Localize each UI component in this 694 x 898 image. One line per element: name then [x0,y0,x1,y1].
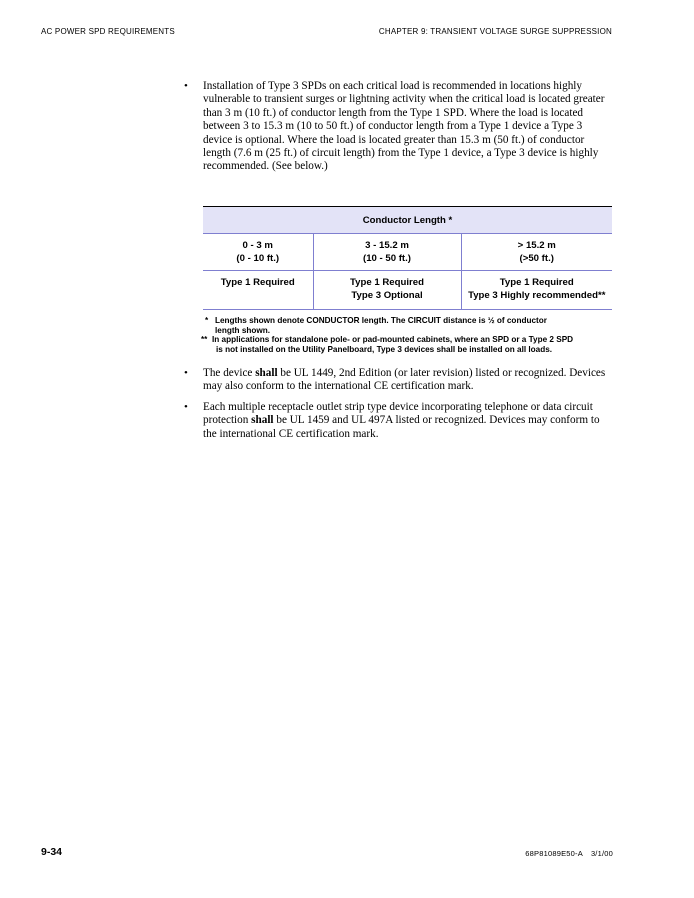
requirement-line-2: Type 3 Highly recommended** [468,289,606,301]
range-feet: (>50 ft.) [519,252,554,264]
range-metric: > 15.2 m [517,240,556,251]
table-cell-requirement [203,271,313,310]
running-header-left: AC POWER SPD REQUIREMENTS [41,27,175,36]
footnote-line: is not installed on the Utility Panelboard, Type 3 devices shall be installed on all loads. [216,344,553,354]
running-header-right: CHAPTER 9: TRANSIENT VOLTAGE SURGE SUPPRESSION [378,27,612,36]
table-cell-requirement [461,271,612,310]
range-metric: 0 - 3 m [242,240,273,251]
emphasis-shall: shall [255,367,278,379]
footnote-standalone [201,335,615,354]
document-number: 68P81089E50-A [525,849,583,858]
emphasis-shall: shall [251,414,274,427]
footnote-line: In applications for standalone pole- or pad-mounted cabinets, where an SPD or a Type 2 SPD [212,335,574,345]
bullet-marker: • [184,367,188,379]
paragraph-text: Installation of Type 3 SPDs on each critical load is recommended in locations highly vulnerable to transient surges or lightning activity when the critical load is located greater than 3 m (10 ft.) of conductor length from the Type 1 SPD. Where the load is located between 3 to 15.3 m (10 to 50 ft.) of conductor length from a Type 1 device a Type 3 device is optional. Where the load is located greater than 15.3 m (50 ft.) of conductor length (7.6 m (25 ft.) of circuit length) from the Type 1 device, a Type 3 device is highly recommended. (See below.) [203,80,605,173]
table-cell-range [461,234,612,271]
page-number: 9-34 [41,846,63,858]
table-row-requirements [203,271,612,310]
table-cell-requirement [313,271,461,310]
bullet-marker: • [184,80,188,92]
conductor-length-table [203,206,612,310]
table-row-ranges [203,234,612,271]
requirement-line-1: Type 1 Required [220,277,295,288]
bullet-paragraph-ul1449 [184,367,613,394]
requirement-line-1: Type 1 Required [499,277,574,288]
footnote-line: Lengths shown denote CONDUCTOR length. The CIRCUIT distance is ½ of conductor [215,316,547,325]
footnote-conductor [205,316,615,335]
bullet-marker: • [184,401,188,413]
table-footnotes [201,316,615,354]
paragraph-text: be UL 1459 and UL 497A listed or recognized. Devices may conform to the international CE certification mark. [203,414,600,440]
footnote-line: length shown. [215,325,271,335]
bullet-paragraph-ul1459 [184,401,613,441]
footnote-mark: * [205,316,209,325]
table-cell-range [313,234,461,271]
bullet-paragraph-type3-spd [184,80,613,174]
footer-document-info [525,849,613,858]
table-cell-range [203,234,313,271]
footnote-mark: ** [201,335,208,345]
paragraph-text: The device [203,367,256,379]
requirement-line-1: Type 1 Required [350,277,424,288]
paragraph-text: Each multiple receptacle outlet strip type device incorporating telephone or data circuit protection [203,401,593,427]
range-metric: 3 - 15.2 m [365,240,409,251]
range-feet: (0 - 10 ft.) [236,252,280,264]
document-date: 3/1/00 [590,849,613,858]
table-header-conductor-length: Conductor Length * [203,207,612,234]
range-feet: (10 - 50 ft.) [363,252,411,264]
paragraph-text: be UL 1449, 2nd Edition (or later revision) listed or recognized. Devices may also conform to the international CE certification mark. [203,367,606,393]
requirement-line-2: Type 3 Optional [351,289,423,301]
